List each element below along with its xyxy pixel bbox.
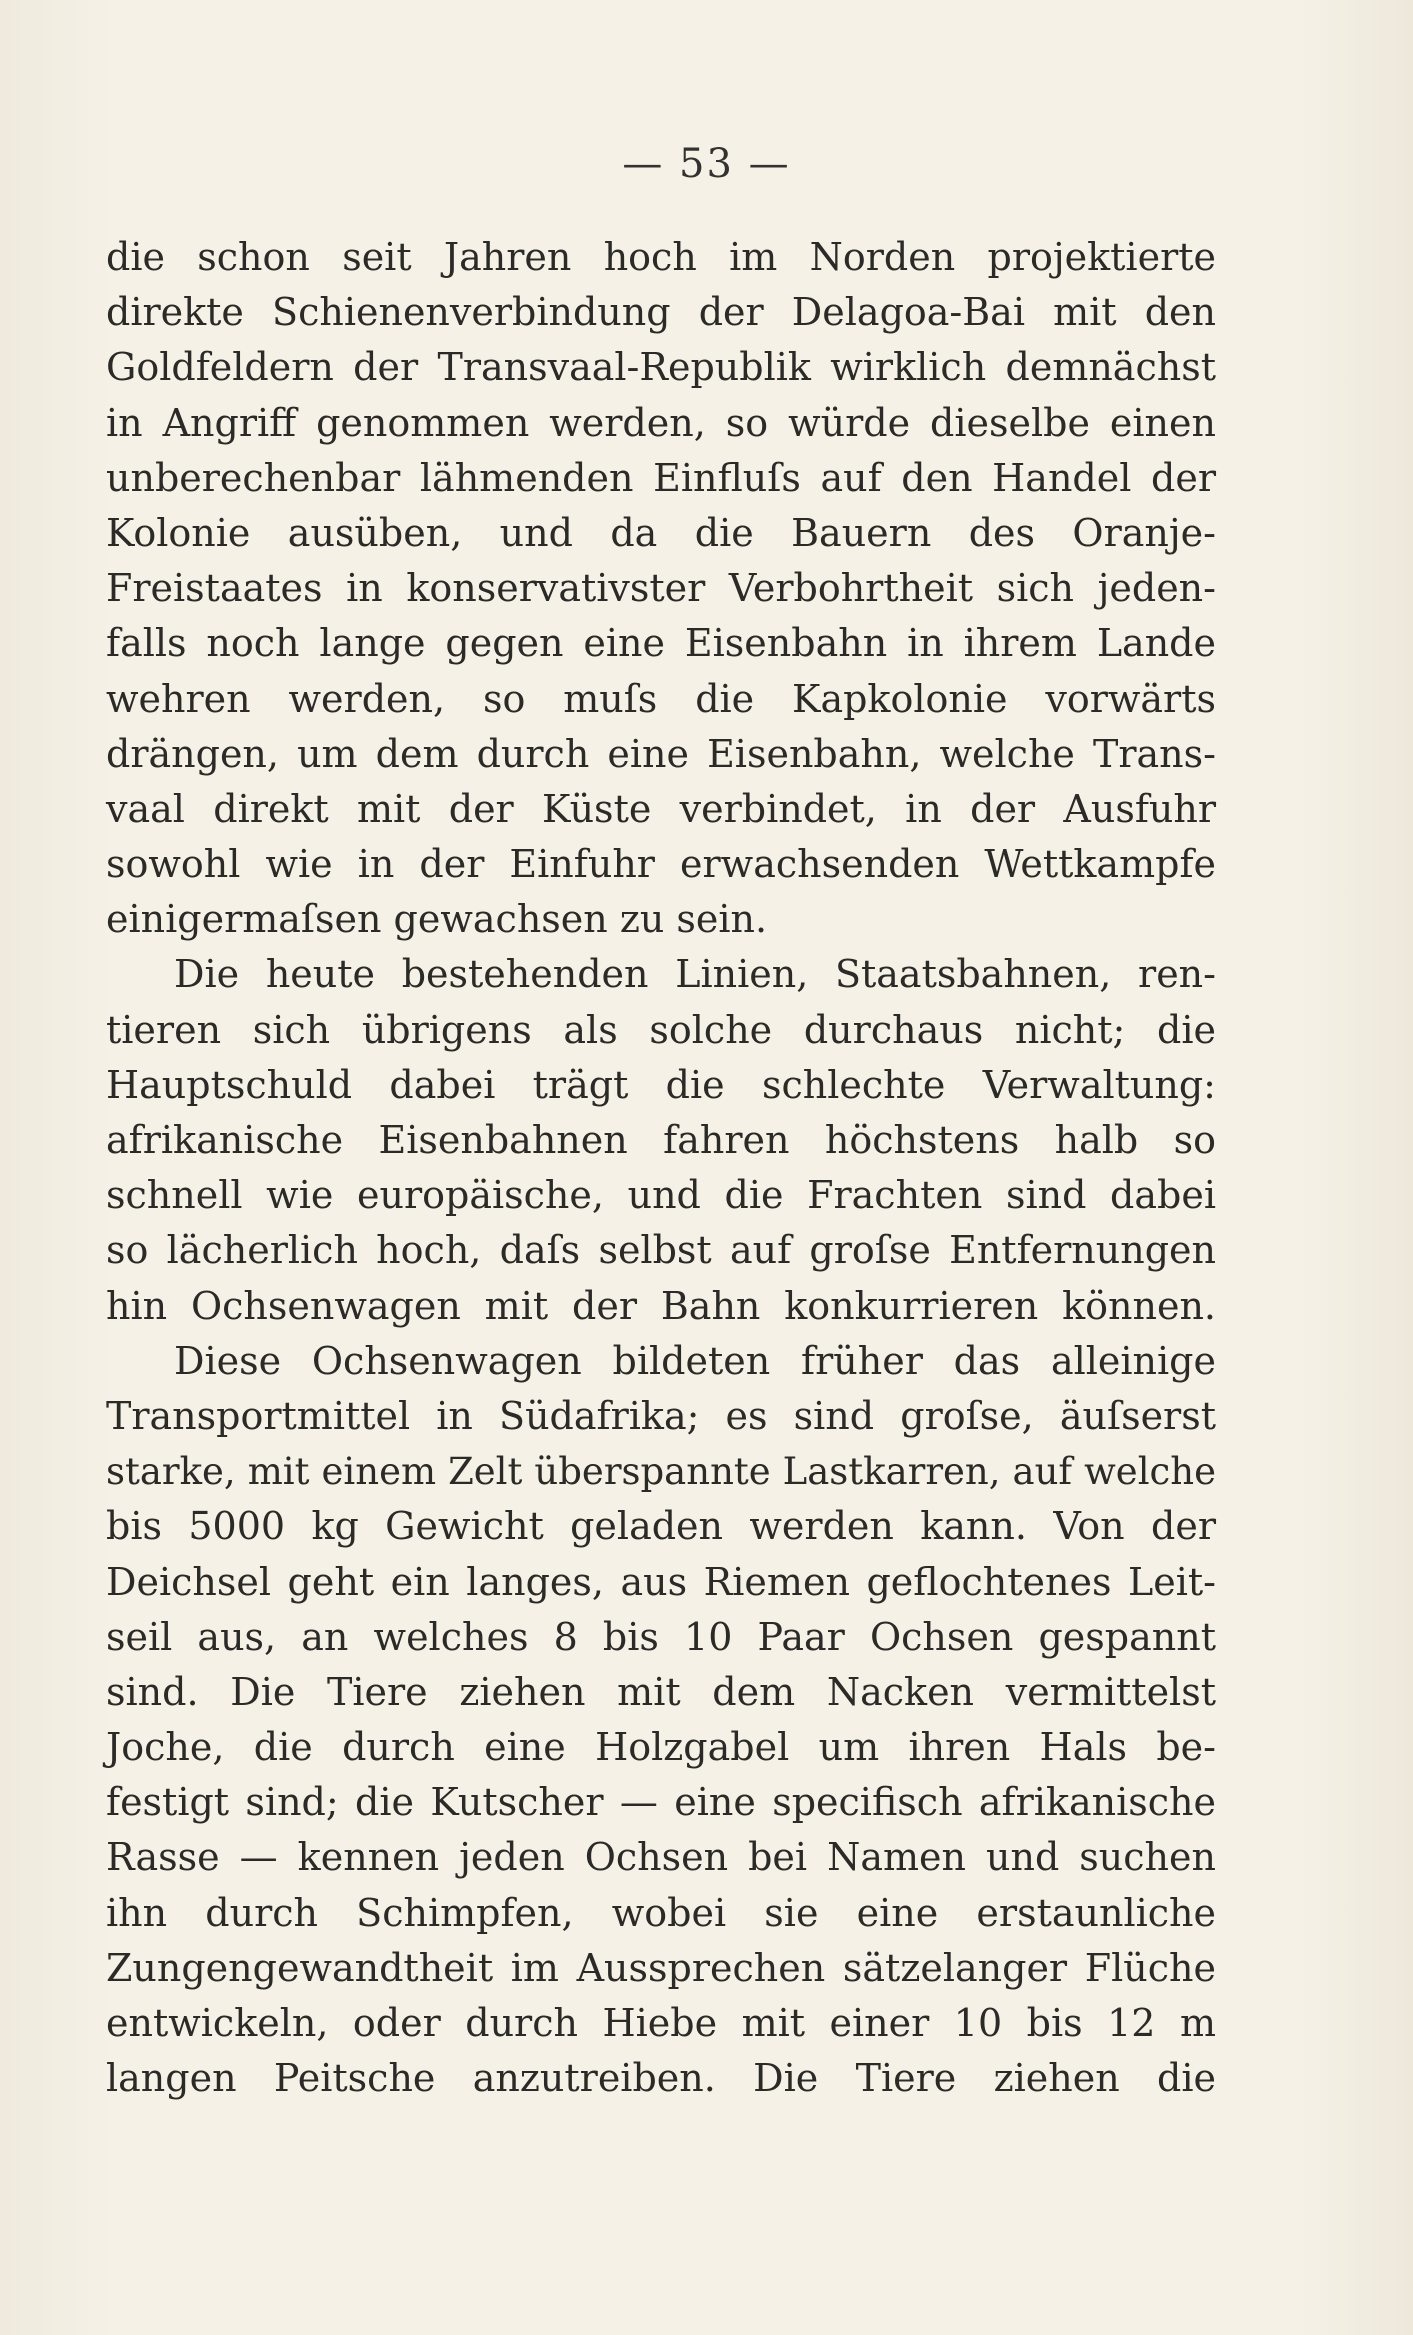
text-line: Freistaates in konservativster Verbohrtheit sich jeden-: [106, 566, 1216, 611]
text-line: schnell wie europäische, und die Frachten sind dabei: [106, 1173, 1216, 1218]
text-line: ihn durch Schimpfen, wobei sie eine erstaunliche: [106, 1890, 1216, 1935]
text-line: einigermaſsen gewachsen zu sein.: [106, 897, 768, 942]
text-line: festigt sind; die Kutscher — eine specifisch afrikanische: [106, 1780, 1216, 1825]
text-line: langen Peitsche anzutreiben. Die Tiere ziehen die: [106, 2056, 1216, 2101]
text-line: Goldfeldern der Transvaal-Republik wirklich demnächst: [106, 345, 1216, 390]
text-line: unberechenbar lähmenden Einfluſs auf den Handel der: [106, 455, 1216, 500]
text-line: drängen, um dem durch eine Eisenbahn, welche Trans-: [106, 731, 1216, 776]
text-line: Transportmittel in Südafrika; es sind groſse, äuſserst: [106, 1393, 1216, 1438]
text-line: bis 5000 kg Gewicht geladen werden kann. Von der: [106, 1504, 1216, 1549]
text-line: entwickeln, oder durch Hiebe mit einer 10 bis 12 m: [106, 2001, 1216, 2045]
text-line: in Angriff genommen werden, so würde dieselbe einen: [106, 400, 1216, 445]
text-line: Rasse — kennen jeden Ochsen bei Namen und suchen: [106, 1835, 1216, 1880]
page-number: — 53 —: [622, 141, 791, 187]
text-line: hin Ochsenwagen mit der Bahn konkurrieren können.: [106, 1283, 1216, 1328]
text-line: die schon seit Jahren hoch im Norden projektierte: [106, 235, 1216, 279]
text-line: wehren werden, so muſs die Kapkolonie vorwärts: [106, 676, 1216, 721]
text-line: so lächerlich hoch, daſs selbst auf groſse Entfernungen: [106, 1228, 1216, 1273]
text-line: Die heute bestehenden Linien, Staatsbahnen, ren-: [174, 952, 1216, 997]
text-line: Zungengewandtheit im Aussprechen sätzelanger Flüche: [106, 1945, 1216, 1990]
text-line: Diese Ochsenwagen bildeten früher das alleinige: [174, 1338, 1216, 1383]
text-line: vaal direkt mit der Küste verbindet, in der Ausfuhr: [106, 786, 1216, 831]
text-line: sowohl wie in der Einfuhr erwachsenden Wettkampfe: [106, 842, 1216, 887]
text-line: tieren sich übrigens als solche durchaus nicht; die: [106, 1007, 1216, 1052]
text-line: Joche, die durch eine Holzgabel um ihren Hals be-: [106, 1725, 1216, 1770]
text-line: Deichsel geht ein langes, aus Riemen geflochtenes Leit-: [106, 1559, 1216, 1604]
text-line: seil aus, an welches 8 bis 10 Paar Ochsen gespannt: [106, 1614, 1216, 1659]
text-line: direkte Schienenverbindung der Delagoa-Bai mit den: [106, 290, 1216, 335]
text-line: falls noch lange gegen eine Eisenbahn in ihrem Lande: [106, 621, 1216, 666]
text-line: Kolonie ausüben, und da die Bauern des Oranje-: [106, 510, 1216, 555]
text-line: afrikanische Eisenbahnen fahren höchstens halb so: [106, 1118, 1216, 1162]
text-line: Hauptschuld dabei trägt die schlechte Verwaltung:: [106, 1062, 1216, 1107]
text-line: starke, mit einem Zelt überspannte Lastkarren, auf welche: [106, 1450, 1216, 1494]
text-line: sind. Die Tiere ziehen mit dem Nacken vermittelst: [106, 1669, 1216, 1714]
body-text: [106, 230, 1216, 2106]
